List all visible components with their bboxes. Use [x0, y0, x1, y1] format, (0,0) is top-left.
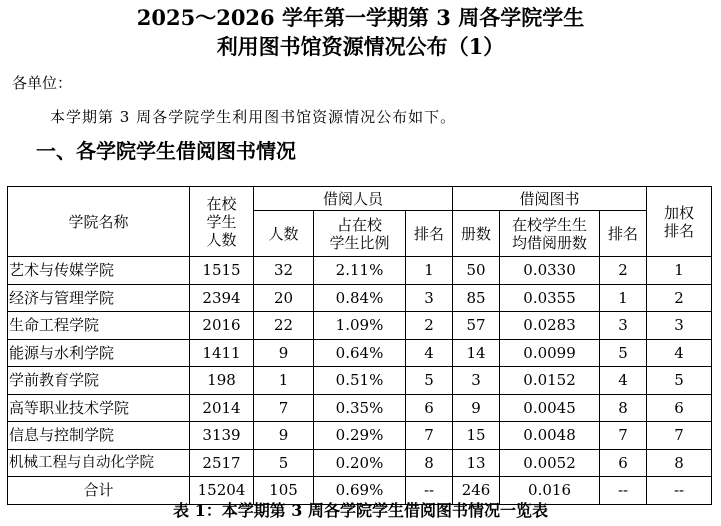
- cell-total-ratio: 0.69%: [314, 477, 406, 505]
- cell-books: 3: [453, 367, 500, 395]
- cell-total-books-rank: --: [600, 477, 647, 505]
- cell-ratio: 0.35%: [314, 394, 406, 422]
- cell-borrowers-rank: 7: [406, 422, 453, 450]
- cell-books-rank: 4: [600, 367, 647, 395]
- cell-borrowers-rank: 4: [406, 339, 453, 367]
- cell-books-rank: 7: [600, 422, 647, 450]
- header-college-name: 学院名称: [8, 187, 190, 257]
- cell-students: 2016: [190, 312, 254, 340]
- cell-ratio: 0.20%: [314, 449, 406, 477]
- cell-borrowers: 1: [254, 367, 314, 395]
- header-books-per-student: 在校学生生 均借阅册数: [500, 211, 600, 257]
- cell-weighted-rank: 7: [647, 422, 712, 450]
- cell-college-name: 信息与控制学院: [8, 422, 190, 450]
- table-row: [8, 257, 712, 285]
- cell-borrowers: 20: [254, 284, 314, 312]
- table-row: [8, 422, 712, 450]
- cell-college-name: 机械工程与自动化学院: [8, 449, 190, 477]
- cell-borrowers-rank: 8: [406, 449, 453, 477]
- table-row: [8, 394, 712, 422]
- cell-total-borrowers-rank: --: [406, 477, 453, 505]
- cell-total-weighted-rank: --: [647, 477, 712, 505]
- cell-total-students: 15204: [190, 477, 254, 505]
- cell-total-books: 246: [453, 477, 500, 505]
- cell-per-student: 0.0052: [500, 449, 600, 477]
- cell-borrowers: 9: [254, 339, 314, 367]
- table-caption: 表 1：本学期第 3 周各学院学生借阅图书情况一览表: [173, 501, 548, 520]
- cell-students: 1411: [190, 339, 254, 367]
- cell-borrowers: 7: [254, 394, 314, 422]
- cell-per-student: 0.0152: [500, 367, 600, 395]
- cell-students: 2394: [190, 284, 254, 312]
- cell-weighted-rank: 5: [647, 367, 712, 395]
- cell-college-name: 生命工程学院: [8, 312, 190, 340]
- table-row: [8, 339, 712, 367]
- cell-per-student: 0.0048: [500, 422, 600, 450]
- cell-borrowers: 32: [254, 257, 314, 285]
- table-body: [8, 257, 712, 505]
- cell-college-name: 艺术与传媒学院: [8, 257, 190, 285]
- cell-borrowers-rank: 6: [406, 394, 453, 422]
- cell-ratio: 0.64%: [314, 339, 406, 367]
- header-borrowers-rank: 排名: [406, 211, 453, 257]
- addressee: 各单位：: [12, 74, 73, 92]
- intro-paragraph: 本学期第 3 周各学院学生利用图书馆资源情况公布如下。: [50, 108, 457, 126]
- cell-college-name: 学前教育学院: [8, 367, 190, 395]
- cell-college-name: 经济与管理学院: [8, 284, 190, 312]
- cell-weighted-rank: 6: [647, 394, 712, 422]
- cell-borrowers-rank: 3: [406, 284, 453, 312]
- cell-students: 2014: [190, 394, 254, 422]
- header-borrowers-ratio: 占在校 学生比例: [314, 211, 406, 257]
- cell-ratio: 1.09%: [314, 312, 406, 340]
- cell-per-student: 0.0355: [500, 284, 600, 312]
- table-row: [8, 367, 712, 395]
- cell-ratio: 0.51%: [314, 367, 406, 395]
- header-students: 在校 学生 人数: [190, 187, 254, 257]
- header-borrowers-count: 人数: [254, 211, 314, 257]
- cell-weighted-rank: 8: [647, 449, 712, 477]
- cell-ratio: 0.29%: [314, 422, 406, 450]
- cell-students: 2517: [190, 449, 254, 477]
- cell-borrowers: 5: [254, 449, 314, 477]
- borrowing-table: [7, 186, 712, 505]
- header-books-count: 册数: [453, 211, 500, 257]
- document-title-line-1: 2025～2026 学年第一学期第 3 周各学院学生: [136, 5, 585, 30]
- cell-books-rank: 1: [600, 284, 647, 312]
- cell-per-student: 0.0330: [500, 257, 600, 285]
- cell-borrowers: 9: [254, 422, 314, 450]
- table-row: [8, 284, 712, 312]
- cell-borrowers: 22: [254, 312, 314, 340]
- cell-borrowers-rank: 1: [406, 257, 453, 285]
- header-borrowers-group: 借阅人员: [254, 187, 453, 211]
- cell-books-rank: 6: [600, 449, 647, 477]
- header-books-group: 借阅图书: [453, 187, 647, 211]
- cell-books: 57: [453, 312, 500, 340]
- cell-ratio: 0.84%: [314, 284, 406, 312]
- cell-college-name: 高等职业技术学院: [8, 394, 190, 422]
- cell-books-rank: 8: [600, 394, 647, 422]
- cell-books: 9: [453, 394, 500, 422]
- cell-weighted-rank: 2: [647, 284, 712, 312]
- cell-books: 14: [453, 339, 500, 367]
- cell-borrowers-rank: 2: [406, 312, 453, 340]
- cell-weighted-rank: 3: [647, 312, 712, 340]
- cell-per-student: 0.0045: [500, 394, 600, 422]
- cell-total-label: 合计: [8, 477, 190, 505]
- document-title-line-2: 利用图书馆资源情况公布（1）: [216, 34, 505, 59]
- cell-ratio: 2.11%: [314, 257, 406, 285]
- cell-books: 50: [453, 257, 500, 285]
- cell-college-name: 能源与水利学院: [8, 339, 190, 367]
- cell-students: 1515: [190, 257, 254, 285]
- section-heading: 一、各学院学生借阅图书情况: [36, 139, 296, 163]
- cell-per-student: 0.0283: [500, 312, 600, 340]
- header-books-rank: 排名: [600, 211, 647, 257]
- cell-weighted-rank: 1: [647, 257, 712, 285]
- cell-per-student: 0.0099: [500, 339, 600, 367]
- cell-weighted-rank: 4: [647, 339, 712, 367]
- cell-books-rank: 5: [600, 339, 647, 367]
- cell-total-per-student: 0.016: [500, 477, 600, 505]
- cell-books: 13: [453, 449, 500, 477]
- cell-books: 85: [453, 284, 500, 312]
- cell-books: 15: [453, 422, 500, 450]
- cell-books-rank: 2: [600, 257, 647, 285]
- table-row: [8, 449, 712, 477]
- cell-total-borrowers: 105: [254, 477, 314, 505]
- cell-borrowers-rank: 5: [406, 367, 453, 395]
- header-weighted-rank: 加权 排名: [647, 187, 712, 257]
- cell-students: 198: [190, 367, 254, 395]
- cell-books-rank: 3: [600, 312, 647, 340]
- table-row: [8, 312, 712, 340]
- cell-students: 3139: [190, 422, 254, 450]
